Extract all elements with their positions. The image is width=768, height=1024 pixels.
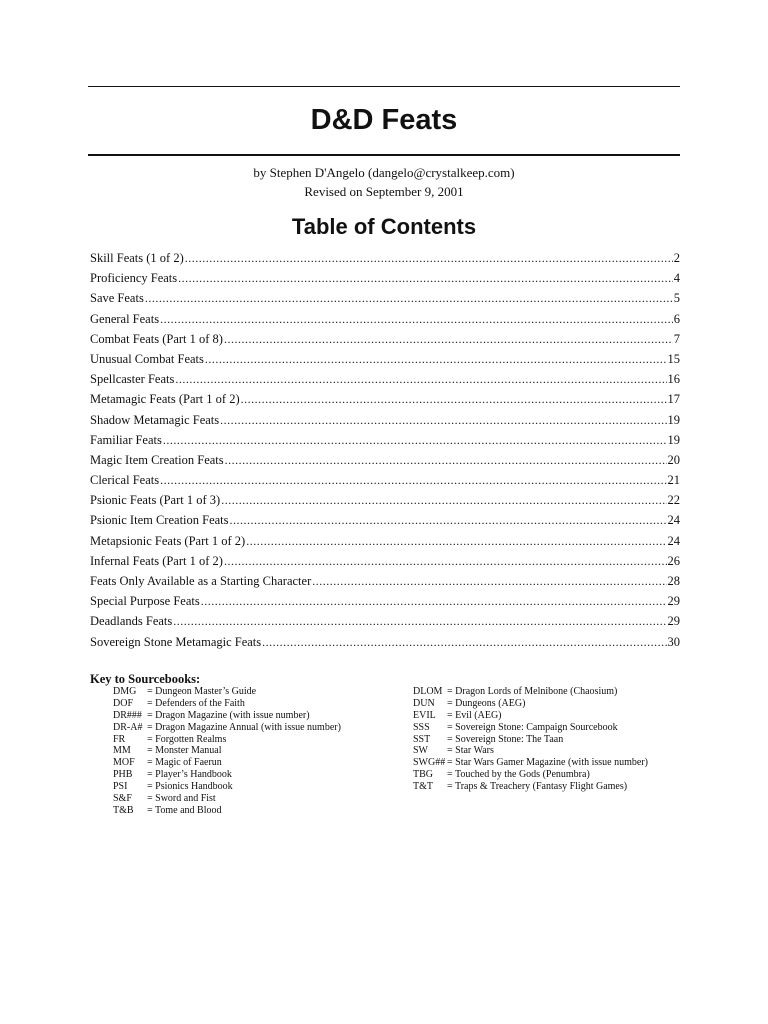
toc-entry[interactable] [90, 369, 680, 389]
sourcebook-description: = Psionics Handbook [147, 781, 233, 793]
key-heading: Key to Sourcebooks: [90, 672, 201, 686]
sourcebook-abbreviation: DR### [113, 709, 142, 721]
toc-page-number: 2 [673, 251, 680, 265]
sourcebook-key-row [413, 734, 703, 746]
toc-entry[interactable] [90, 611, 680, 631]
toc-dot-leader [221, 490, 666, 510]
toc-dot-leader [224, 329, 673, 349]
byline-block [88, 163, 680, 201]
sourcebook-description: = Magic of Faerun [147, 757, 222, 769]
sourcebook-abbreviation: EVIL [413, 709, 436, 721]
sourcebook-key-row [113, 781, 393, 793]
toc-entry-label: Metamagic Feats (Part 1 of 2) [90, 392, 240, 407]
sourcebook-description: = Touched by the Gods (Penumbra) [447, 769, 590, 781]
table-of-contents [90, 248, 680, 652]
toc-entry[interactable] [90, 591, 680, 611]
sourcebook-abbreviation: SST [413, 733, 431, 745]
toc-entry-label: Feats Only Available as a Starting Character [90, 574, 312, 588]
sourcebook-key-row [113, 698, 393, 710]
toc-dot-leader [241, 389, 667, 409]
sourcebook-description: = Evil (AEG) [447, 709, 502, 721]
toc-dot-leader [163, 430, 667, 450]
sourcebook-key-row [413, 757, 703, 769]
toc-entry[interactable] [90, 248, 680, 268]
toc-entry-label: General Feats [90, 311, 160, 326]
toc-entry[interactable] [90, 349, 680, 369]
toc-entry[interactable] [90, 430, 680, 450]
sourcebook-description: = Star Wars Gamer Magazine (with issue number) [447, 757, 648, 769]
toc-entry-label: Clerical Feats [90, 473, 160, 488]
toc-page-number: 17 [667, 392, 680, 407]
sourcebook-key-row [113, 710, 393, 722]
toc-entry-label: Spellcaster Feats [90, 372, 175, 387]
toc-page-number: 20 [667, 452, 680, 467]
toc-page-number: 22 [667, 493, 680, 508]
sourcebook-key-row [413, 781, 703, 793]
toc-entry-label: Combat Feats (Part 1 of 8) [90, 331, 223, 346]
toc-page-number: 28 [667, 574, 680, 588]
toc-page-number: 29 [667, 594, 680, 609]
sourcebook-key-row [413, 686, 703, 698]
toc-page-number: 4 [673, 271, 680, 286]
sourcebook-key-row [413, 722, 703, 734]
toc-page-number: 6 [673, 311, 680, 326]
sourcebook-key-right [413, 686, 703, 793]
toc-entry[interactable] [90, 268, 680, 288]
toc-entry-label: Sovereign Stone Metamagic Feats [90, 634, 262, 649]
toc-dot-leader [262, 632, 666, 652]
sourcebook-description: = Dragon Magazine (with issue number) [147, 709, 310, 721]
toc-entry[interactable] [90, 551, 680, 571]
toc-page-number: 21 [667, 473, 680, 488]
toc-dot-leader [205, 349, 667, 369]
toc-heading: Table of Contents [291, 214, 477, 239]
sourcebook-description: = Dragon Lords of Melnibone (Chaosium) [447, 686, 618, 697]
author-line: by Stephen D'Angelo (dangelo@crystalkeep.com) [253, 165, 515, 180]
toc-page-number: 24 [667, 533, 680, 548]
toc-entry-label: Shadow Metamagic Feats [90, 412, 220, 427]
toc-dot-leader [173, 611, 666, 631]
toc-entry[interactable] [90, 510, 680, 530]
sourcebook-abbreviation: TBG [413, 769, 433, 781]
toc-dot-leader [160, 309, 673, 329]
sourcebook-description: = Star Wars [447, 745, 494, 757]
sourcebook-key-row [113, 745, 393, 757]
toc-page-number: 19 [667, 432, 680, 447]
sourcebook-key-row [113, 769, 393, 781]
toc-page-number: 26 [667, 553, 680, 568]
toc-dot-leader [224, 551, 667, 571]
title-rule [88, 154, 680, 156]
toc-page-number: 30 [667, 634, 680, 649]
sourcebook-description: = Sovereign Stone: Campaign Sourcebook [447, 721, 618, 733]
sourcebook-abbreviation: FR [113, 733, 126, 745]
sourcebook-description: = Tome and Blood [147, 804, 222, 816]
toc-page-number: 29 [667, 614, 680, 629]
sourcebook-abbreviation: T&B [113, 804, 134, 816]
toc-page-number: 19 [667, 412, 680, 427]
toc-dot-leader [220, 410, 666, 430]
toc-entry[interactable] [90, 531, 680, 551]
sourcebook-key-row [413, 745, 703, 757]
toc-entry-label: Magic Item Creation Feats [90, 452, 224, 467]
sourcebook-key-row [113, 722, 393, 734]
toc-entry-label: Metapsionic Feats (Part 1 of 2) [90, 533, 246, 548]
sourcebook-abbreviation: PHB [113, 769, 133, 781]
sourcebook-key-row [413, 710, 703, 722]
sourcebook-description: = Dungeons (AEG) [447, 697, 526, 709]
sourcebook-key-row [113, 686, 393, 698]
sourcebook-description: = Traps & Treachery (Fantasy Flight Games) [447, 781, 628, 793]
sourcebook-abbreviation: SSS [413, 721, 430, 733]
sourcebook-abbreviation: SWG## [413, 757, 446, 769]
toc-entry[interactable] [90, 490, 680, 510]
sourcebook-description: = Monster Manual [147, 745, 222, 757]
toc-page-number: 7 [673, 331, 680, 346]
toc-dot-leader [160, 470, 666, 490]
toc-entry[interactable] [90, 389, 680, 409]
sourcebook-abbreviation: DMG [113, 686, 137, 697]
top-rule [88, 86, 680, 87]
toc-entry[interactable] [90, 288, 680, 308]
toc-entry[interactable] [90, 410, 680, 430]
sourcebook-description: = Sovereign Stone: The Taan [447, 733, 564, 745]
toc-entry-label: Special Purpose Feats [90, 594, 200, 609]
toc-entry-label: Unusual Combat Feats [90, 351, 204, 366]
sourcebook-abbreviation: SW [413, 745, 428, 757]
toc-entry-label: Skill Feats (1 of 2) [90, 251, 184, 265]
sourcebook-description: = Defenders of the Faith [147, 697, 245, 709]
sourcebook-key-left [113, 686, 393, 817]
sourcebook-description: = Player’s Handbook [147, 769, 232, 781]
toc-dot-leader [175, 369, 666, 389]
document-title: D&D Feats [310, 104, 458, 136]
toc-entry-label: Proficiency Feats [90, 271, 178, 286]
sourcebook-abbreviation: T&T [413, 781, 433, 793]
toc-entry-label: Deadlands Feats [90, 614, 173, 629]
sourcebook-abbreviation: MM [113, 745, 131, 757]
sourcebook-abbreviation: PSI [113, 781, 128, 793]
sourcebook-description: = Sword and Fist [147, 793, 216, 805]
sourcebook-abbreviation: DLOM [413, 686, 443, 697]
sourcebook-key-row [113, 793, 393, 805]
toc-dot-leader [201, 591, 667, 611]
toc-page-number: 15 [667, 351, 680, 366]
sourcebook-key-row [413, 769, 703, 781]
sourcebook-key-row [113, 805, 393, 817]
toc-dot-leader [312, 571, 666, 591]
toc-dot-leader [145, 288, 673, 308]
sourcebook-abbreviation: MOF [113, 757, 135, 769]
sourcebook-description: = Dragon Magazine Annual (with issue number) [147, 721, 341, 733]
sourcebook-abbreviation: DOF [113, 697, 134, 709]
toc-dot-leader [178, 268, 673, 288]
toc-entry[interactable] [90, 571, 680, 591]
sourcebook-key-row [113, 757, 393, 769]
toc-entry-label: Save Feats [90, 291, 144, 306]
sourcebook-description: = Forgotten Realms [147, 733, 227, 745]
sourcebook-abbreviation: DR-A# [113, 721, 143, 733]
toc-entry-label: Psionic Item Creation Feats [90, 513, 229, 528]
toc-entry-label: Psionic Feats (Part 1 of 3) [90, 493, 221, 508]
toc-entry[interactable] [90, 470, 680, 490]
toc-dot-leader [225, 450, 667, 470]
toc-entry[interactable] [90, 329, 680, 349]
toc-page-number: 16 [667, 372, 680, 387]
sourcebook-abbreviation: DUN [413, 697, 435, 709]
revision-date: Revised on September 9, 2001 [304, 184, 464, 199]
sourcebook-key-row [113, 734, 393, 746]
toc-entry[interactable] [90, 632, 680, 652]
toc-entry[interactable] [90, 309, 680, 329]
toc-entry-label: Familiar Feats [90, 432, 162, 447]
toc-entry-label: Infernal Feats (Part 1 of 2) [90, 553, 223, 568]
toc-dot-leader [230, 510, 667, 530]
toc-entry[interactable] [90, 450, 680, 470]
sourcebook-key-row [413, 698, 703, 710]
toc-page-number: 5 [673, 291, 680, 306]
sourcebook-abbreviation: S&F [113, 793, 132, 805]
toc-dot-leader [185, 248, 673, 268]
sourcebook-description: = Dungeon Master’s Guide [147, 686, 257, 697]
toc-page-number: 24 [667, 513, 680, 528]
toc-dot-leader [246, 531, 666, 551]
